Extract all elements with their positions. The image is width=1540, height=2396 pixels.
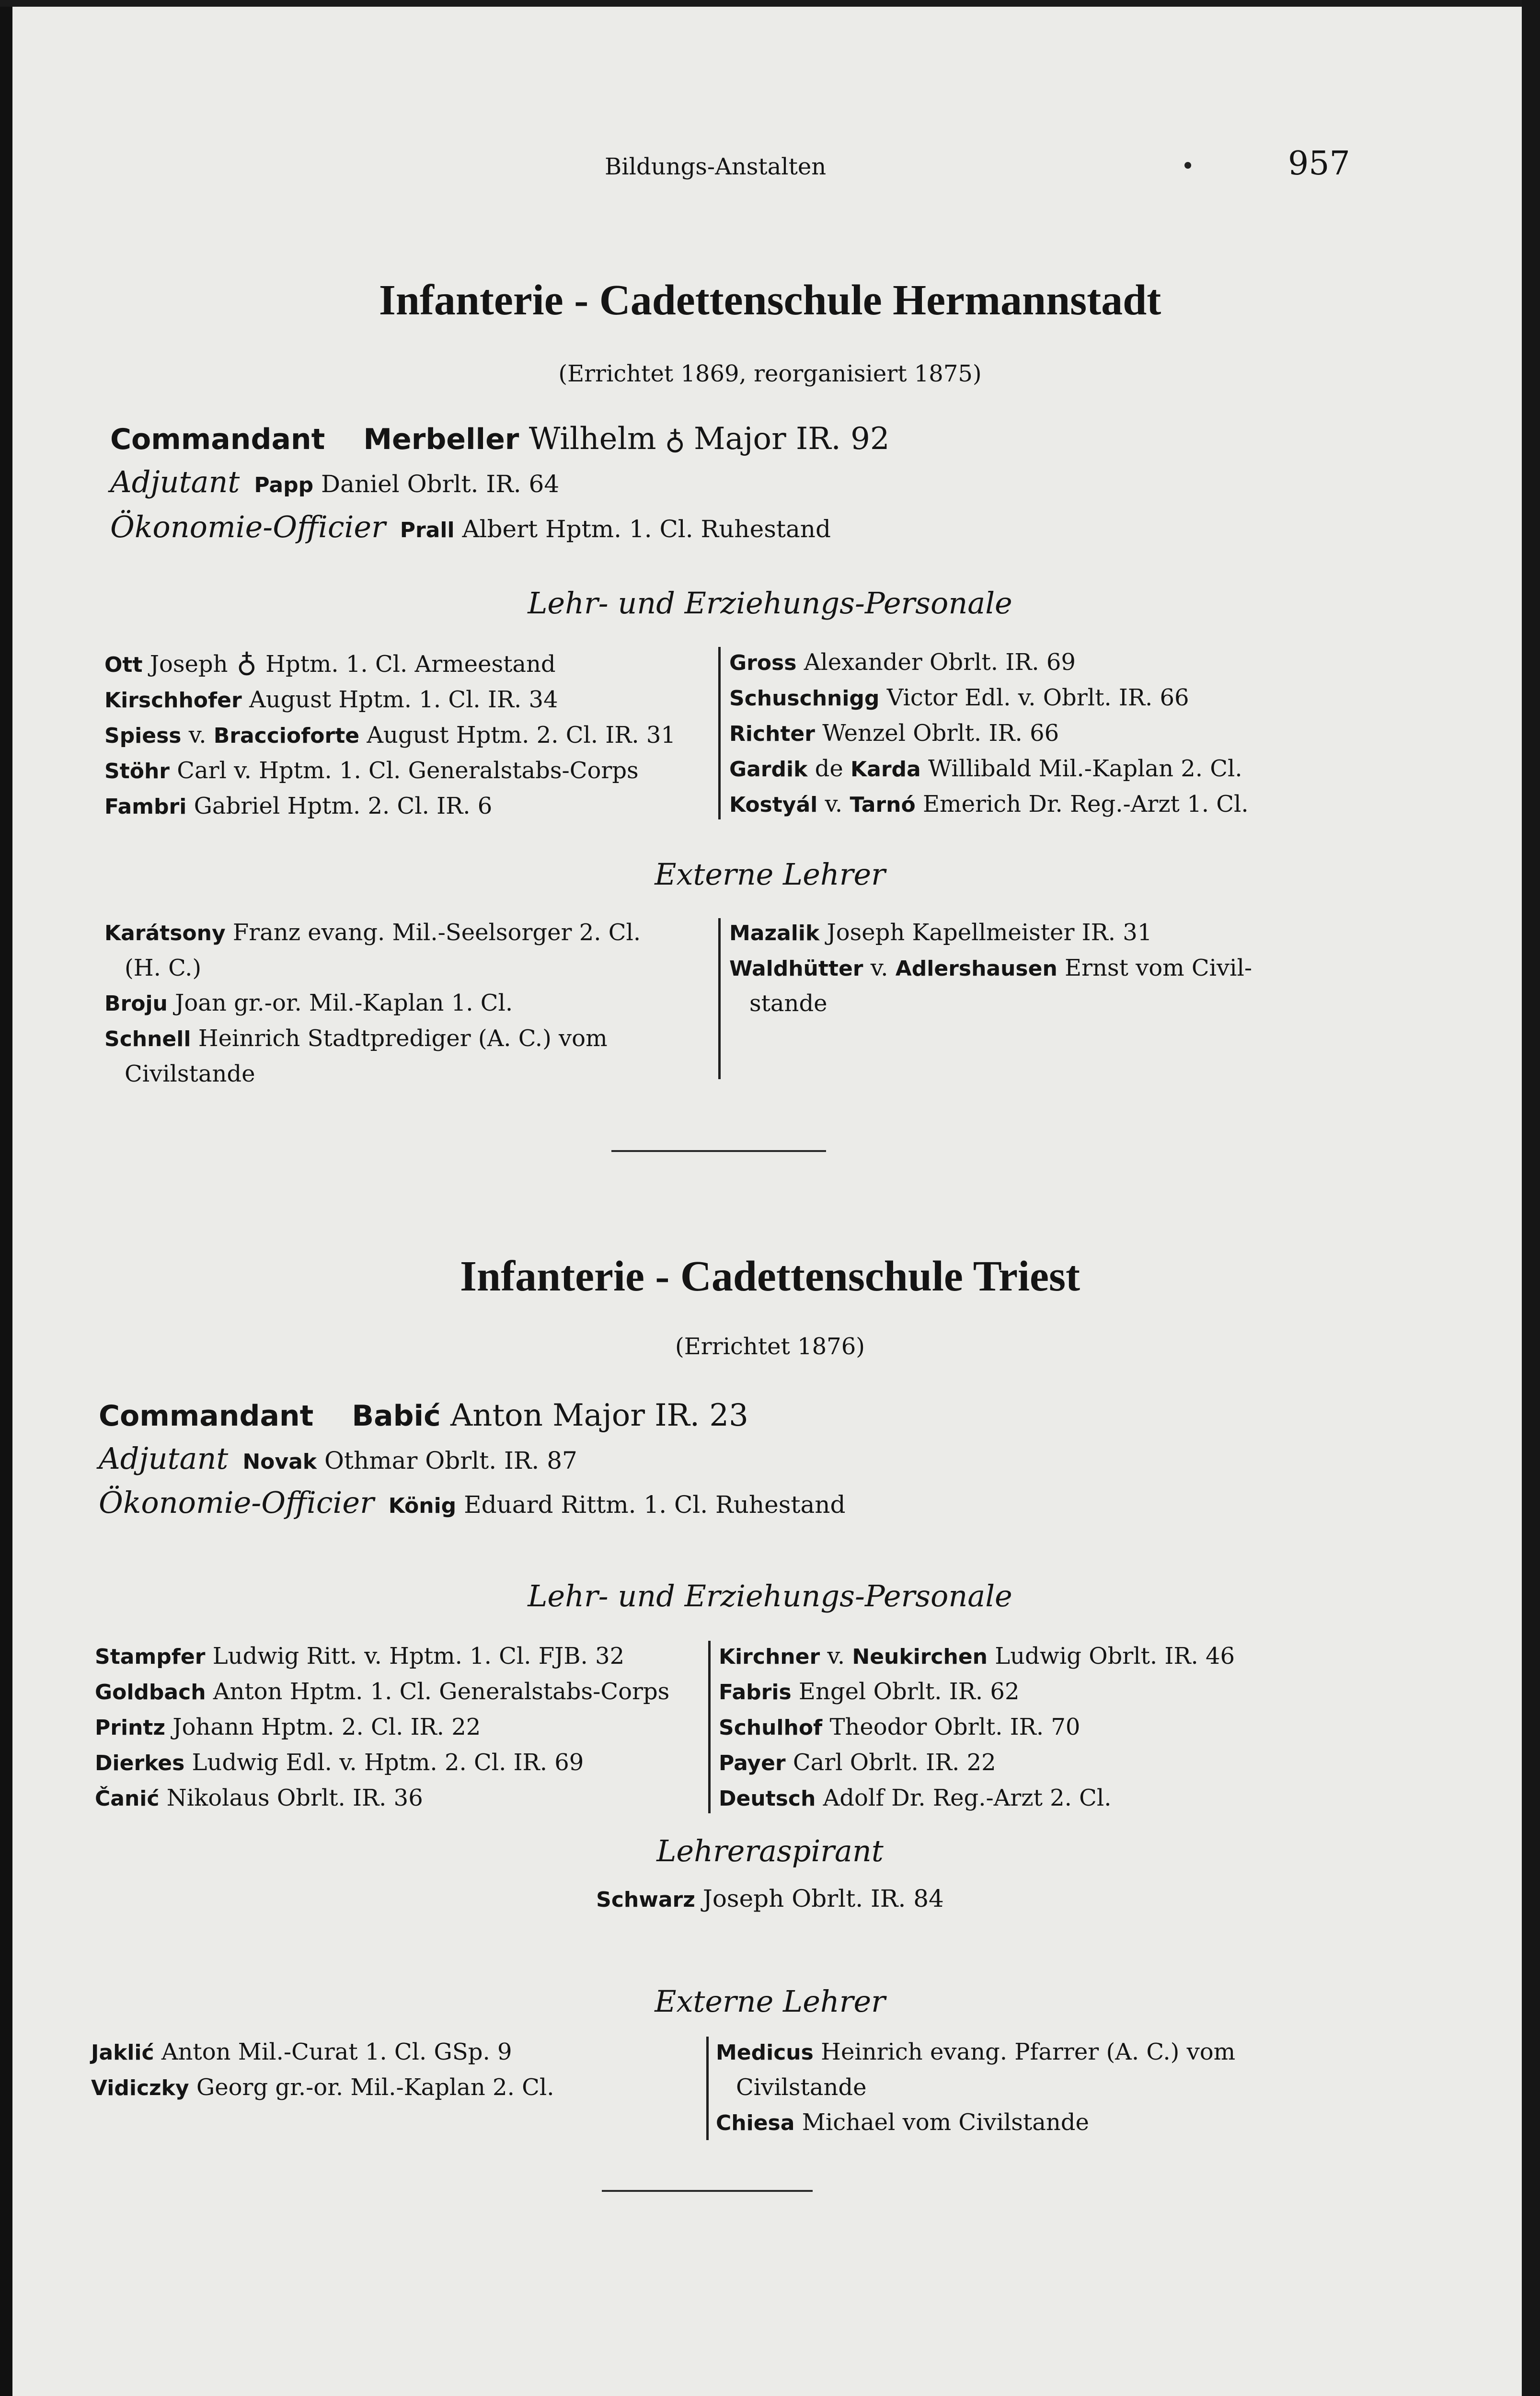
person-details: Joseph Obrlt. IR. 84 xyxy=(702,1885,944,1912)
person-details: Major IR. 92 xyxy=(694,421,890,457)
person-surname: Schnell xyxy=(104,1027,191,1051)
lehr-right-column xyxy=(729,645,1249,822)
person-surname: Neukirchen xyxy=(852,1645,988,1669)
person-details: Michael vom Civilstande xyxy=(802,2109,1089,2136)
list-item xyxy=(729,915,1252,951)
person-surname: Dierkes xyxy=(95,1751,185,1775)
person-surname: Schwarz xyxy=(596,1888,695,1912)
person-details: Nikolaus Obrlt. IR. 36 xyxy=(166,1785,423,1811)
extern-left-column xyxy=(104,915,641,1092)
commandant-line xyxy=(110,422,890,457)
person-details: Heinrich Stadtprediger (A. C.) vom xyxy=(198,1025,608,1052)
person-surname: Adlershausen xyxy=(895,956,1057,981)
list-item xyxy=(719,1710,1235,1745)
person-surname: Jaklić xyxy=(91,2040,154,2065)
person-details: Anton Hptm. 1. Cl. Generalstabs-Corps xyxy=(213,1678,670,1705)
person-details: de xyxy=(815,755,843,782)
person-details: Eduard Rittm. 1. Cl. Ruhestand xyxy=(464,1491,846,1519)
person-details: Wilhelm xyxy=(529,421,656,457)
aspirant-line xyxy=(0,1881,1540,1917)
person-details: Anton Major IR. 23 xyxy=(450,1398,748,1433)
person-details: Engel Obrlt. IR. 62 xyxy=(798,1678,1020,1705)
column-divider xyxy=(708,1641,711,1813)
person-surname: Novak xyxy=(242,1450,317,1474)
person-surname: König xyxy=(388,1494,457,1518)
commandant-label: Commandant xyxy=(99,1399,314,1433)
person-details: Franz evang. Mil.-Seelsorger 2. Cl. xyxy=(232,919,641,946)
lehr-left-column xyxy=(95,1639,669,1816)
person-details: Alexander Obrlt. IR. 69 xyxy=(804,649,1076,676)
list-item-continuation: stande xyxy=(749,990,827,1017)
section-title: Infanterie - Cadettenschule Hermannstadt xyxy=(379,276,1161,324)
person-details: Wenzel Obrlt. IR. 66 xyxy=(822,720,1059,747)
list-item xyxy=(104,718,676,753)
person-surname: Kostyál xyxy=(729,793,818,817)
person-details: Albert Hptm. 1. Cl. Ruhestand xyxy=(462,515,831,543)
person-details: v. xyxy=(870,955,888,981)
person-details: v. xyxy=(188,722,207,749)
person-surname: Schuschnigg xyxy=(729,686,880,711)
list-item xyxy=(719,1781,1235,1816)
section-divider xyxy=(602,2190,813,2192)
list-item xyxy=(95,1710,669,1745)
person-surname: Stöhr xyxy=(104,759,170,783)
person-details: v. xyxy=(827,1643,845,1670)
list-item xyxy=(729,787,1249,822)
person-details: Ludwig Ritt. v. Hptm. 1. Cl. FJB. 32 xyxy=(212,1643,625,1670)
extern-left-column xyxy=(91,2035,554,2106)
commandant-label: Commandant xyxy=(110,423,325,456)
person-surname: Schulhof xyxy=(719,1716,823,1740)
aspirant-heading: Lehreraspirant xyxy=(656,1833,884,1868)
lehr-right-column xyxy=(719,1639,1235,1816)
section-subtitle: (Errichtet 1876) xyxy=(675,1333,865,1360)
person-details: Carl v. Hptm. 1. Cl. Generalstabs-Corps xyxy=(177,757,639,784)
list-item-continuation: (H. C.) xyxy=(125,955,202,981)
list-item xyxy=(729,645,1249,680)
person-details: Joseph Kapellmeister IR. 31 xyxy=(827,919,1152,946)
list-item xyxy=(729,751,1249,787)
decoration-symbol: ♁ xyxy=(236,646,257,679)
person-details: Joan gr.-or. Mil.-Kaplan 1. Cl. xyxy=(175,990,513,1016)
column-divider xyxy=(718,918,721,1079)
person-surname: Payer xyxy=(719,1751,786,1775)
adjutant-label: Adjutant xyxy=(110,464,240,499)
person-surname: Babić xyxy=(352,1399,441,1433)
person-details: August Hptm. 2. Cl. IR. 31 xyxy=(367,722,676,749)
decoration-symbol: ♁ xyxy=(665,423,685,456)
list-item-continuation: Civilstande xyxy=(125,1060,255,1087)
person-surname: Karátsony xyxy=(104,921,226,945)
header-dot xyxy=(1184,162,1191,169)
list-item xyxy=(104,915,641,951)
column-divider xyxy=(706,2037,709,2140)
person-details: Adolf Dr. Reg.-Arzt 2. Cl. xyxy=(823,1785,1112,1811)
person-surname: Merbeller xyxy=(363,423,519,456)
person-surname: Prall xyxy=(400,518,455,542)
person-details: Gabriel Hptm. 2. Cl. IR. 6 xyxy=(194,793,493,819)
person-surname: Fabris xyxy=(719,1680,792,1705)
person-details: Hptm. 1. Cl. Armeestand xyxy=(265,651,556,678)
person-details: v. xyxy=(825,791,843,818)
person-details: Ernst vom Civil- xyxy=(1065,955,1253,981)
section-divider xyxy=(611,1150,826,1152)
person-surname: Čanić xyxy=(95,1786,160,1811)
section-subtitle: (Errichtet 1869, reorganisiert 1875) xyxy=(558,360,982,387)
oekonomie-label: Ökonomie-Officier xyxy=(110,509,386,544)
person-surname: Stampfer xyxy=(95,1645,206,1669)
oekonomie-line xyxy=(99,1486,845,1523)
person-details: Willibald Mil.-Kaplan 2. Cl. xyxy=(928,755,1242,782)
lehr-heading: Lehr- und Erziehungs-Personale xyxy=(528,586,1012,621)
person-surname: Chiesa xyxy=(716,2111,795,2135)
list-item xyxy=(104,682,676,718)
list-item xyxy=(91,2070,554,2106)
running-head: Bildungs-Anstalten xyxy=(605,153,827,180)
person-surname: Deutsch xyxy=(719,1786,816,1811)
person-details: Ludwig Obrlt. IR. 46 xyxy=(995,1643,1235,1670)
list-item xyxy=(104,753,676,789)
list-item xyxy=(729,716,1249,751)
list-item xyxy=(719,1745,1235,1781)
person-details: Emerich Dr. Reg.-Arzt 1. Cl. xyxy=(923,791,1249,818)
person-surname: Medicus xyxy=(716,2040,814,2065)
extern-right-column xyxy=(729,915,1252,1021)
list-item xyxy=(91,2035,554,2070)
section-title: Infanterie - Cadettenschule Triest xyxy=(460,1253,1080,1300)
person-details: Georg gr.-or. Mil.-Kaplan 2. Cl. xyxy=(196,2074,554,2101)
oekonomie-label: Ökonomie-Officier xyxy=(99,1485,374,1520)
person-surname: Mazalik xyxy=(729,921,820,945)
adjutant-line xyxy=(99,1441,577,1479)
person-surname: Kirschhofer xyxy=(104,688,242,713)
list-item xyxy=(95,1674,669,1710)
person-details: Anton Mil.-Curat 1. Cl. GSp. 9 xyxy=(161,2039,512,2065)
extern-right-column xyxy=(716,2035,1235,2141)
person-surname: Ott xyxy=(104,653,143,677)
extern-heading: Externe Lehrer xyxy=(655,857,885,892)
oekonomie-line xyxy=(110,510,831,548)
person-details: Heinrich evang. Pfarrer (A. C.) vom xyxy=(821,2039,1236,2065)
commandant-line xyxy=(99,1398,748,1433)
list-item xyxy=(716,2105,1235,2141)
person-surname: Gross xyxy=(729,651,797,675)
person-details: Carl Obrlt. IR. 22 xyxy=(793,1749,996,1776)
list-item xyxy=(95,1781,669,1816)
list-item xyxy=(729,680,1249,716)
person-details: Othmar Obrlt. IR. 87 xyxy=(324,1447,577,1474)
list-item-continuation: Civilstande xyxy=(736,2074,867,2101)
person-surname: Kirchner xyxy=(719,1645,820,1669)
list-item xyxy=(716,2035,1235,2070)
column-divider xyxy=(718,647,721,819)
list-item xyxy=(95,1745,669,1781)
lehr-left-column xyxy=(104,645,676,824)
list-item xyxy=(719,1639,1235,1674)
lehr-heading: Lehr- und Erziehungs-Personale xyxy=(528,1578,1012,1613)
list-item xyxy=(95,1639,669,1674)
person-surname: Printz xyxy=(95,1716,165,1740)
page-number: 957 xyxy=(1288,145,1350,183)
person-details: Daniel Obrlt. IR. 64 xyxy=(321,470,560,498)
list-item xyxy=(729,951,1252,986)
list-item xyxy=(104,789,676,824)
person-surname: Waldhütter xyxy=(729,956,863,981)
person-details: Victor Edl. v. Obrlt. IR. 66 xyxy=(886,684,1189,711)
person-details: Joseph xyxy=(149,651,228,678)
person-surname: Karda xyxy=(850,757,921,782)
person-surname: Fambri xyxy=(104,795,187,819)
person-surname: Papp xyxy=(254,473,314,497)
person-surname: Vidiczky xyxy=(91,2076,189,2100)
person-surname: Richter xyxy=(729,722,815,746)
person-details: Ludwig Edl. v. Hptm. 2. Cl. IR. 69 xyxy=(192,1749,584,1776)
list-item xyxy=(104,986,641,1021)
person-surname: Braccioforte xyxy=(213,724,360,748)
person-surname: Gardik xyxy=(729,757,808,782)
extern-heading: Externe Lehrer xyxy=(655,1984,885,2019)
person-details: Theodor Obrlt. IR. 70 xyxy=(829,1714,1080,1740)
list-item xyxy=(104,645,676,682)
list-item xyxy=(104,1021,641,1057)
person-surname: Broju xyxy=(104,991,168,1016)
person-details: Johann Hptm. 2. Cl. IR. 22 xyxy=(172,1714,481,1740)
person-surname: Goldbach xyxy=(95,1680,206,1705)
adjutant-label: Adjutant xyxy=(99,1441,229,1476)
person-details: August Hptm. 1. Cl. IR. 34 xyxy=(249,686,558,713)
list-item xyxy=(719,1674,1235,1710)
person-surname: Tarnó xyxy=(850,793,916,817)
adjutant-line xyxy=(110,465,559,503)
person-surname: Spiess xyxy=(104,724,182,748)
